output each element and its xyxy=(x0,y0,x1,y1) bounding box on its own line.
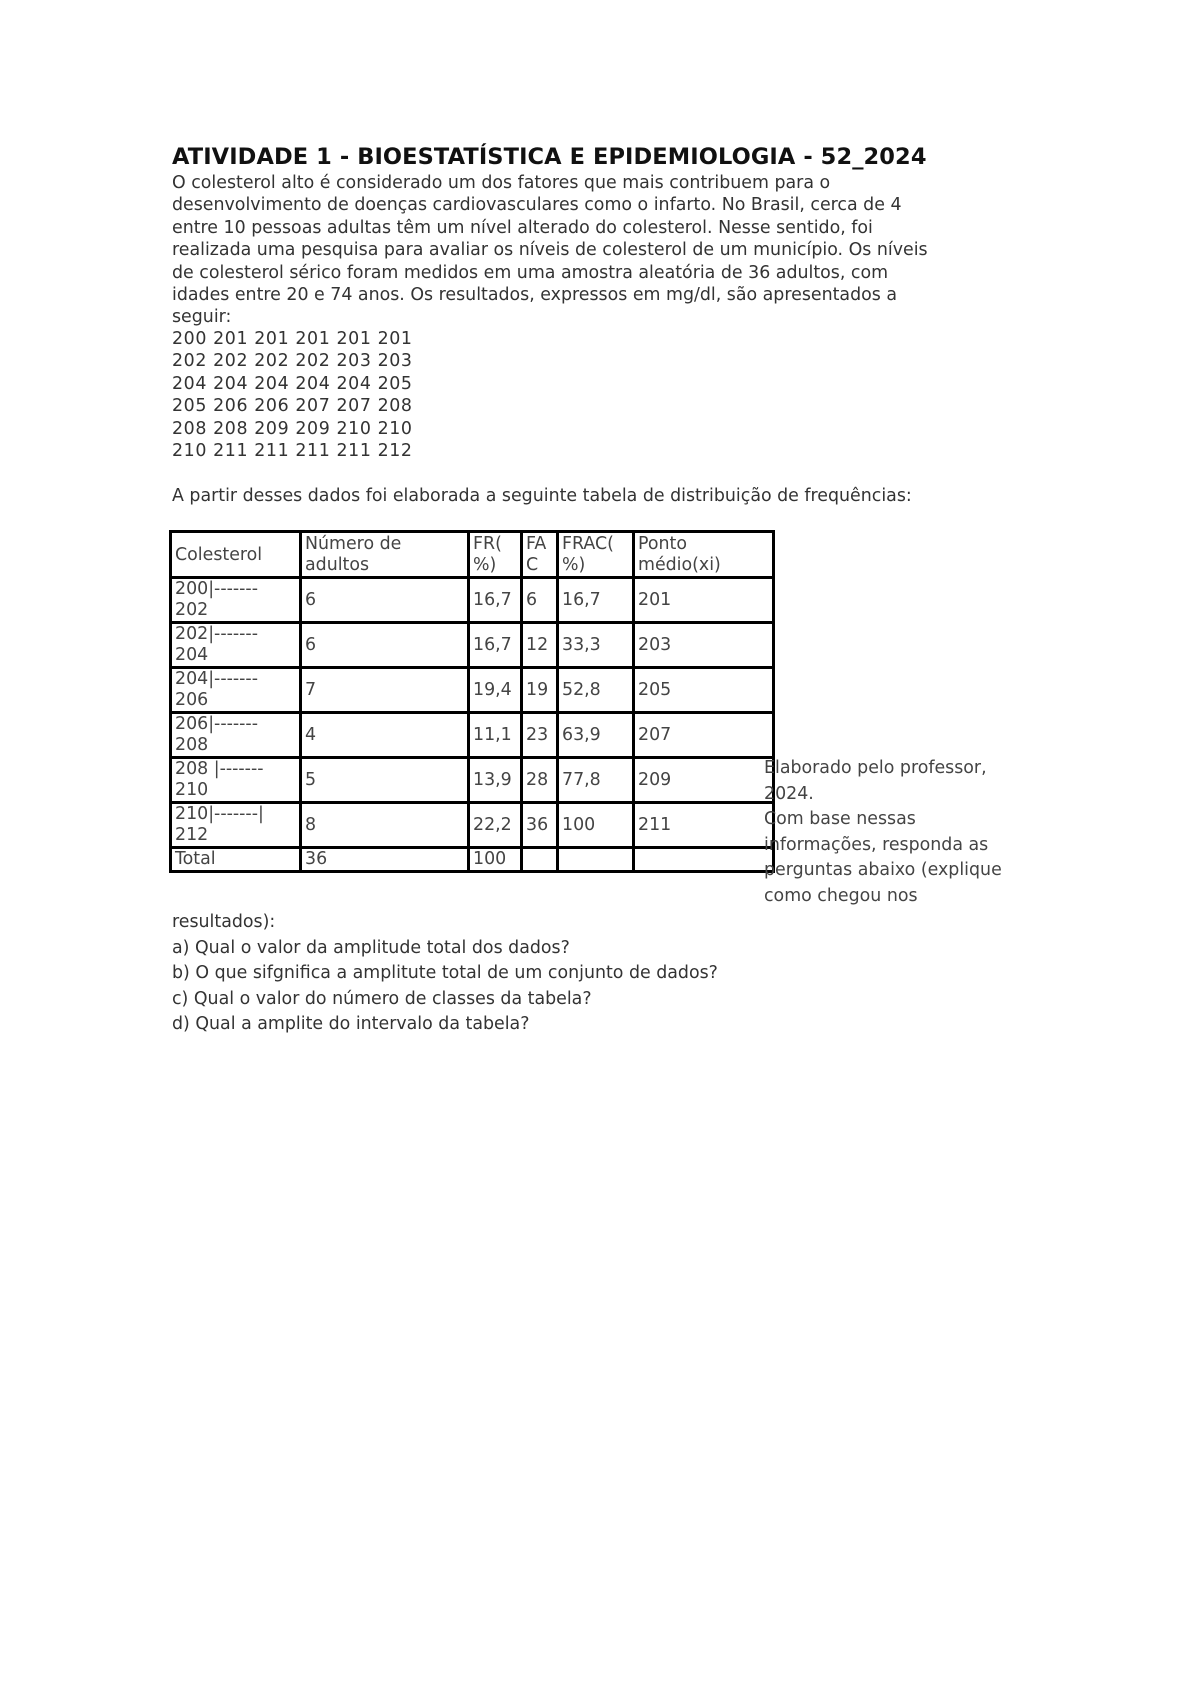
class-bottom: 212 xyxy=(175,825,209,845)
raw-data-row: 205 206 206 207 207 208 xyxy=(172,396,413,417)
class-bottom: 204 xyxy=(175,645,209,665)
raw-data-row: 202 202 202 202 203 203 xyxy=(172,351,413,372)
side-note-line: informações, responda as xyxy=(764,834,989,855)
header-text: adultos xyxy=(305,555,370,575)
fac-cell: 23 xyxy=(522,713,558,758)
frac-cell: 77,8 xyxy=(558,758,634,803)
table-row xyxy=(171,758,774,803)
empty-cell xyxy=(558,848,634,872)
fr-cell: 13,9 xyxy=(469,758,522,803)
question-line: b) O que sifgnifica a amplitute total de um conjunto de dados? xyxy=(172,963,718,983)
question-line: d) Qual a amplite do intervalo da tabela? xyxy=(172,1014,530,1034)
frac-cell: 100 xyxy=(558,803,634,848)
fr-cell: 19,4 xyxy=(469,668,522,713)
class-top: 208 |------- xyxy=(175,759,264,779)
header-text: C xyxy=(526,555,539,575)
fac-cell: 28 xyxy=(522,758,558,803)
midpoint-cell: 201 xyxy=(634,578,774,623)
header-fac xyxy=(522,532,558,578)
class-bottom: 206 xyxy=(175,690,209,710)
intro-line: idades entre 20 e 74 anos. Os resultados, expressos em mg/dl, são apresentados a xyxy=(172,285,897,306)
table-row xyxy=(171,623,774,668)
total-label-cell: Total xyxy=(171,848,301,872)
side-note-line: Com base nessas xyxy=(764,809,916,829)
header-ponto-medio xyxy=(634,532,774,578)
midpoint-cell: 209 xyxy=(634,758,774,803)
header-text: médio(xi) xyxy=(638,555,721,575)
header-text: FA xyxy=(526,534,547,554)
fr-cell: 11,1 xyxy=(469,713,522,758)
class-cell xyxy=(171,623,301,668)
empty-cell xyxy=(634,848,774,872)
side-note-line: 2024. xyxy=(764,783,814,804)
empty-cell xyxy=(522,848,558,872)
class-cell xyxy=(171,803,301,848)
count-cell: 6 xyxy=(301,578,469,623)
intro-paragraph xyxy=(172,172,1032,329)
count-cell: 5 xyxy=(301,758,469,803)
class-bottom: 208 xyxy=(175,735,209,755)
class-cell xyxy=(171,713,301,758)
intro-line: O colesterol alto é considerado um dos fatores que mais contribuem para o xyxy=(172,173,831,193)
class-top: 204|------- xyxy=(175,669,258,689)
class-bottom: 202 xyxy=(175,600,209,620)
table-row xyxy=(171,668,774,713)
table-total-row xyxy=(171,848,774,872)
side-note-line: como chegou nos xyxy=(764,885,918,906)
question-line: a) Qual o valor da amplitude total dos dados? xyxy=(172,937,570,958)
header-text: Número de xyxy=(305,534,402,554)
intro-line: entre 10 pessoas adultas têm um nível alterado do colesterol. Nesse sentido, foi xyxy=(172,217,873,238)
midpoint-cell: 205 xyxy=(634,668,774,713)
header-text: %) xyxy=(473,555,497,575)
count-cell: 6 xyxy=(301,623,469,668)
header-text: Ponto xyxy=(638,534,687,554)
frac-cell: 63,9 xyxy=(558,713,634,758)
questions-list xyxy=(172,910,718,1038)
table-header-row xyxy=(171,532,774,578)
header-text: FRAC( xyxy=(562,534,614,554)
class-cell xyxy=(171,668,301,713)
table-row xyxy=(171,803,774,848)
header-text: %) xyxy=(562,555,586,575)
midpoint-cell: 207 xyxy=(634,713,774,758)
raw-data-row: 210 211 211 211 211 212 xyxy=(172,441,413,462)
class-top: 202|------- xyxy=(175,624,258,644)
fac-cell: 12 xyxy=(522,623,558,668)
header-text: Colesterol xyxy=(175,544,263,565)
class-top: 200|------- xyxy=(175,579,258,599)
header-numero-adultos xyxy=(301,532,469,578)
raw-data-row: 204 204 204 204 204 205 xyxy=(172,373,413,394)
raw-data-row: 208 208 209 209 210 210 xyxy=(172,418,413,439)
intro-line: seguir: xyxy=(172,307,232,328)
total-fr-cell: 100 xyxy=(469,848,522,872)
header-text: FR( xyxy=(473,534,502,554)
class-cell xyxy=(171,758,301,803)
fac-cell: 19 xyxy=(522,668,558,713)
class-top: 206|------- xyxy=(175,714,258,734)
table-lead-text: A partir desses dados foi elaborada a seguinte tabela de distribuição de frequências: xyxy=(172,486,912,506)
fr-cell: 16,7 xyxy=(469,623,522,668)
midpoint-cell: 203 xyxy=(634,623,774,668)
count-cell: 4 xyxy=(301,713,469,758)
side-note-line: perguntas abaixo (explique xyxy=(764,860,1002,880)
frequency-table xyxy=(169,530,775,873)
fr-cell: 22,2 xyxy=(469,803,522,848)
frac-cell: 52,8 xyxy=(558,668,634,713)
class-top: 210|-------| xyxy=(175,804,264,824)
frac-cell: 16,7 xyxy=(558,578,634,623)
count-cell: 8 xyxy=(301,803,469,848)
question-line: resultados): xyxy=(172,912,276,932)
table-row xyxy=(171,578,774,623)
document-title: ATIVIDADE 1 - BIOESTATÍSTICA E EPIDEMIOLOGIA - 52_2024 xyxy=(172,144,927,170)
side-note-line: Elaborado pelo professor, xyxy=(764,758,987,778)
fac-cell: 36 xyxy=(522,803,558,848)
header-colesterol xyxy=(171,532,301,578)
intro-line: desenvolvimento de doenças cardiovasculares como o infarto. No Brasil, cerca de 4 xyxy=(172,195,902,216)
midpoint-cell: 211 xyxy=(634,803,774,848)
total-count-cell: 36 xyxy=(301,848,469,872)
question-line: c) Qual o valor do número de classes da tabela? xyxy=(172,988,592,1009)
fr-cell: 16,7 xyxy=(469,578,522,623)
intro-line: realizada uma pesquisa para avaliar os níveis de colesterol de um município. Os níveis xyxy=(172,240,928,261)
raw-data-block xyxy=(172,328,413,462)
fac-cell: 6 xyxy=(522,578,558,623)
table-row xyxy=(171,713,774,758)
side-note xyxy=(764,756,1054,909)
class-bottom: 210 xyxy=(175,780,209,800)
intro-line: de colesterol sérico foram medidos em uma amostra aleatória de 36 adultos, com xyxy=(172,262,889,283)
header-frac xyxy=(558,532,634,578)
count-cell: 7 xyxy=(301,668,469,713)
frac-cell: 33,3 xyxy=(558,623,634,668)
raw-data-row: 200 201 201 201 201 201 xyxy=(172,329,413,349)
header-fr xyxy=(469,532,522,578)
class-cell xyxy=(171,578,301,623)
